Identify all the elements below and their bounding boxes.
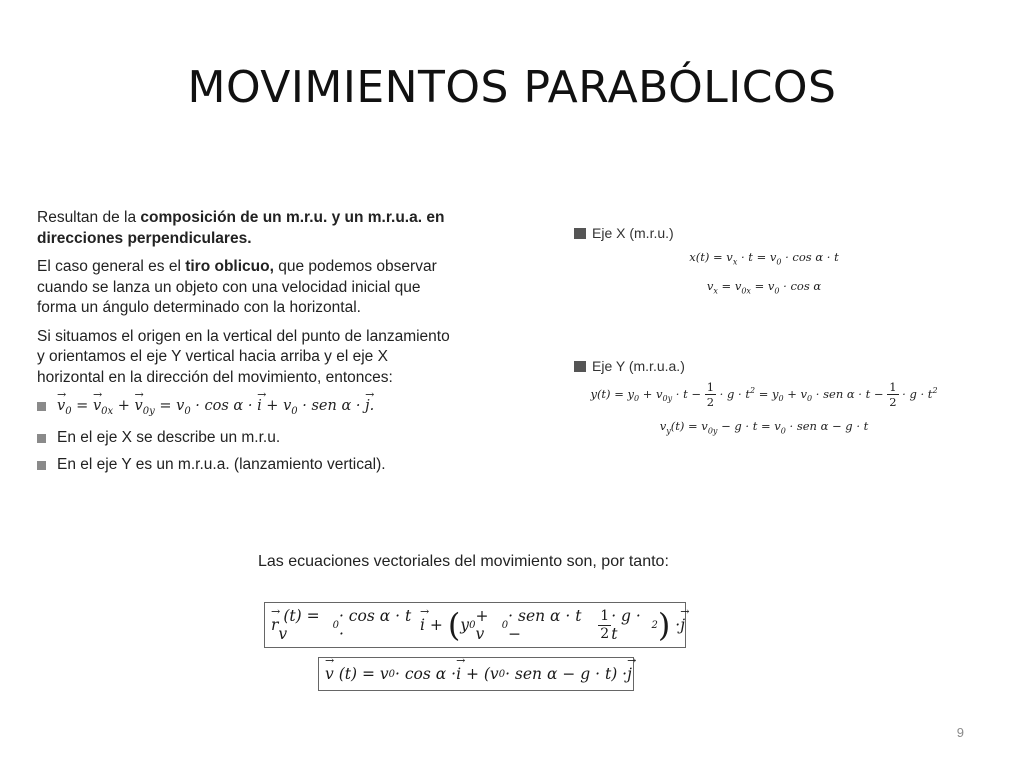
axis-y-position-equation: $y(t) = y_0 + v_{0y} \cdot t$ − $\frac{1}{2}$ · $g \cdot t^2 = y_0 + v_0$ · sen α · t − $\frac{1}{2}$ · $g \cdot t^2$ — [590, 379, 938, 409]
intro-text-block — [37, 208, 457, 481]
intro-paragraph-2 — [37, 257, 457, 319]
axis-y-velocity-equation: $v_y(t) = v_{0y} - g \cdot t = v_0$ · sen α − g · t — [659, 418, 869, 436]
velocity-decomposition-equation: → $v_0$ = → $v_{0x}$ + → $v_{0y} = v_0 \cdot \cos \alpha$ · → $i + v_0$ · sen α · → j. — [57, 398, 374, 414]
axis-y-heading-text: Eje Y (m.r.u.a.) — [592, 357, 685, 374]
axis-equations-block — [574, 225, 954, 443]
heading-square-icon — [574, 228, 586, 239]
vector-equations-intro: Las ecuaciones vectoriales del movimiento son, por tanto: — [258, 553, 669, 570]
intro-paragraph-3: Si situamos el origen en la vertical del punto de lanzamiento y orientamos el eje Y vertical hacia arriba y el eje X horizontal en la dirección del movimiento, entonces: — [37, 327, 450, 386]
position-vector-equation-box: → r (t) = v 0 · cos α · t · → i + ( y 0 + v 0 · sen α · t − $\frac{1}{2}$ · g · t 2 ) · → j — [264, 602, 686, 648]
bullet-velocity-equation — [37, 396, 457, 422]
axis-x-position-equation: $x(t) = v_x \cdot t = v_0 \cdot \cos \alpha \cdot t$ — [689, 250, 839, 267]
heading-square-icon — [574, 361, 586, 372]
intro-p2-rest: que podemos observar cuando se lanza un objeto con una velocidad inicial que forma un ángulo determinado con la horizontal. — [37, 258, 437, 316]
intro-p2-bold: tiro oblicuo, — [185, 258, 274, 275]
bullet-x-axis — [37, 428, 457, 449]
bullet-square-icon — [37, 402, 46, 411]
intro-p1-normal: Resultan de la — [37, 209, 141, 226]
intro-paragraph-1 — [37, 208, 457, 249]
axis-x-heading — [574, 225, 954, 241]
bullet-square-icon — [37, 461, 46, 470]
bullet-y-axis — [37, 455, 457, 476]
page-title: MOVIMIENTOS PARABÓLICOS — [187, 62, 837, 113]
axis-x-velocity-equation: $v_x = v_{0x} = v_0 \cdot \cos \alpha$ — [706, 279, 822, 296]
axis-y-heading — [574, 358, 954, 374]
bullet-square-icon — [37, 434, 46, 443]
intro-p2-normal: El caso general es el — [37, 258, 186, 275]
bullet-x-axis-text: En el eje X se describe un m.r.u. — [57, 429, 281, 447]
page-number: 9 — [956, 725, 964, 740]
bullet-y-axis-text: En el eje Y es un m.r.u.a. (lanzamiento vertical). — [57, 455, 386, 473]
velocity-vector-equation-box: → v (t) = v 0 · cos α · → i + (v 0 · sen α − g · t) · → j — [318, 657, 634, 691]
intro-p1-bold: composición de un m.r.u. y un m.r.u.a. en direcciones perpendiculares. — [37, 209, 445, 247]
axis-x-heading-text: Eje X (m.r.u.) — [592, 225, 674, 241]
